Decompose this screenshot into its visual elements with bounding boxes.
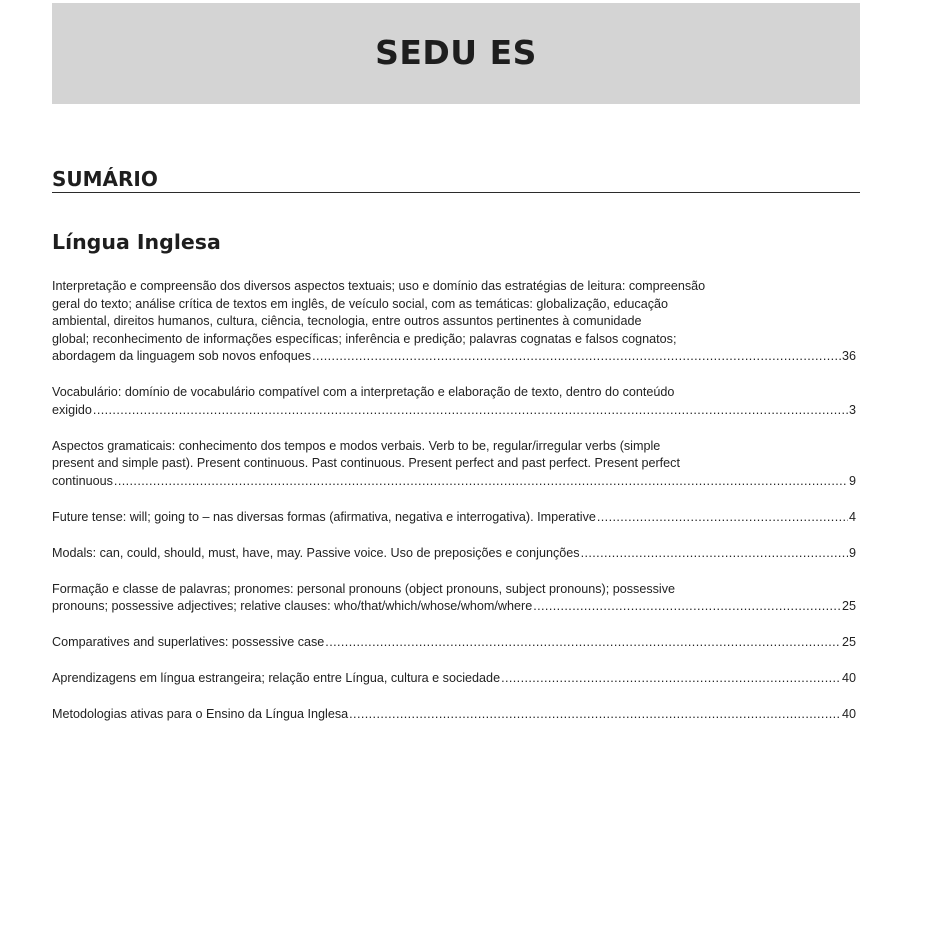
toc-entry-last-line — [52, 706, 856, 724]
toc-entry[interactable] — [52, 384, 856, 419]
toc-entry-text-line: Future tense: will; going to – nas diversas formas (afirmativa, negativa e interrogativa). Imperative — [52, 509, 596, 524]
dot-leader — [312, 348, 841, 366]
toc-entry-last-line — [52, 402, 856, 420]
toc-entry-text-line: Aprendizagens em língua estrangeira; relação entre Língua, cultura e sociedade — [52, 671, 501, 685]
toc-entry[interactable] — [52, 706, 856, 724]
toc-page-number: 3 — [848, 402, 856, 417]
toc-entry[interactable] — [52, 278, 856, 366]
document-title: SEDU ES — [375, 33, 537, 72]
toc-page-number: 40 — [841, 671, 856, 685]
toc-entry-text-line: geral do texto; análise crítica de textos em inglês, de veículo social, com as temáticas: globalização, educação — [52, 296, 669, 311]
toc-page-number: 9 — [848, 545, 856, 560]
toc-entry-text-line: ambiental, direitos humanos, cultura, ciência, tecnologia, entre outros assuntos pertinentes à comunidade — [52, 314, 642, 328]
toc-page-number: 25 — [841, 599, 856, 613]
toc-entry[interactable] — [52, 438, 856, 491]
toc-entry-text-line: abordagem da linguagem sob novos enfoques — [52, 349, 312, 363]
toc-entry-text-line: Aspectos gramaticais: conhecimento dos tempos e modos verbais. Verb to be, regular/irregular verbs (simple — [52, 438, 661, 453]
toc-page-number: 9 — [848, 473, 856, 488]
toc-entry[interactable] — [52, 545, 856, 563]
dot-leader — [533, 598, 841, 616]
toc-entry-last-line — [52, 509, 856, 527]
toc-entry-last-line — [52, 348, 856, 366]
toc-entry-text-line: Modals: can, could, should, must, have, may. Passive voice. Uso de preposições e conjunções — [52, 545, 580, 560]
dot-leader — [581, 545, 848, 563]
toc-entry-text-line: exigido — [52, 402, 92, 417]
toc-entry-text-line: pronouns; possessive adjectives; relative clauses: who/that/which/whose/whom/where — [52, 599, 533, 613]
dot-leader — [325, 634, 841, 652]
summary-heading: SUMÁRIO — [52, 166, 860, 193]
toc-entry[interactable] — [52, 581, 856, 616]
toc-entry-text-line: Vocabulário: domínio de vocabulário compatível com a interpretação e elaboração de texto, dentro do conteúdo — [52, 385, 675, 399]
dot-leader — [597, 509, 848, 527]
toc-entry-text-line: continuous — [52, 473, 113, 488]
dot-leader — [114, 473, 848, 491]
toc-entry-text-line: Metodologias ativas para o Ensino da Língua Inglesa — [52, 707, 349, 721]
toc-page-number: 25 — [841, 635, 856, 649]
header-band — [52, 3, 860, 104]
table-of-contents — [52, 278, 856, 742]
toc-page-number: 40 — [841, 707, 856, 721]
toc-entry-last-line — [52, 670, 856, 688]
dot-leader — [93, 402, 848, 420]
toc-entry-last-line — [52, 634, 856, 652]
toc-entry-last-line — [52, 473, 856, 491]
toc-entry-text-line: Comparatives and superlatives: possessive case — [52, 635, 325, 649]
section-title: Língua Inglesa — [52, 230, 221, 254]
dot-leader — [349, 706, 841, 724]
toc-page-number: 4 — [848, 509, 856, 524]
dot-leader — [501, 670, 841, 688]
toc-entry-text-line: global; reconhecimento de informações específicas; inferência e predição; palavras cognatas e falsos cognatos; — [52, 331, 677, 346]
toc-entry[interactable] — [52, 509, 856, 527]
toc-entry[interactable] — [52, 670, 856, 688]
toc-page-number: 36 — [841, 349, 856, 363]
toc-entry-last-line — [52, 598, 856, 616]
toc-entry-text-line: Formação e classe de palavras; pronomes: personal pronouns (object pronouns, subject pronouns); possessive — [52, 581, 676, 596]
toc-entry-text-line: present and simple past). Present continuous. Past continuous. Present perfect and past perfect. Present perfect — [52, 456, 680, 470]
toc-entry-last-line — [52, 545, 856, 563]
toc-entry-text-line: Interpretação e compreensão dos diversos aspectos textuais; uso e domínio das estratégias de leitura: compreensão — [52, 279, 706, 293]
toc-entry[interactable] — [52, 634, 856, 652]
